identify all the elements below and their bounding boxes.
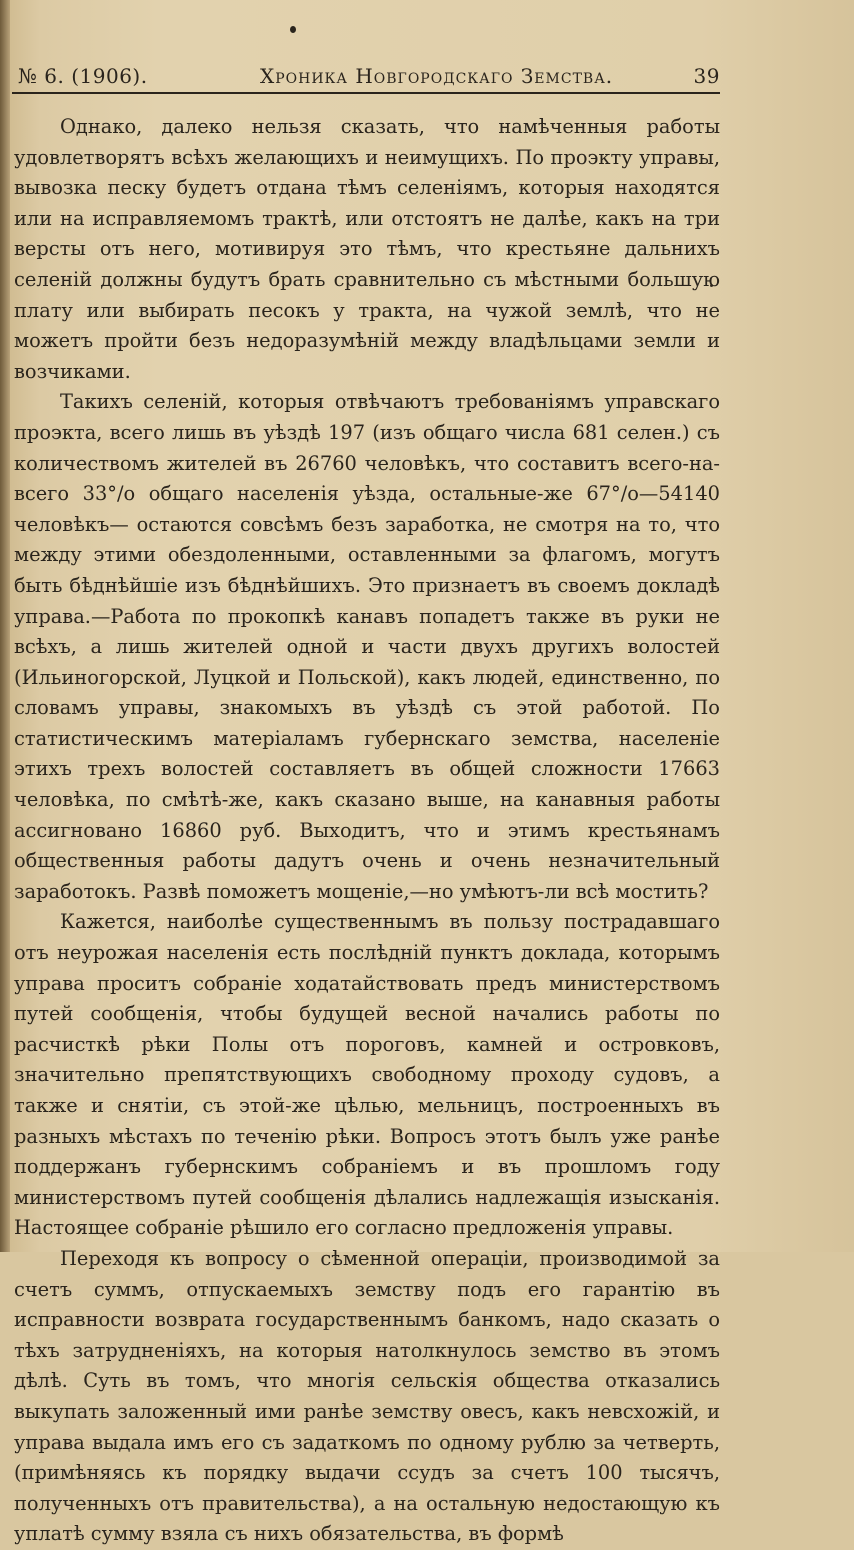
paragraph-3: Кажется, наиболѣе существеннымъ въ пользу пострадавшаго отъ неурожая населенія есть послѣдній пунктъ доклада, которымъ управа проситъ собраніе ходатайствовать предъ министерствомъ путей сообщенія, чтобы будущей весной начались работы по расчисткѣ рѣки Полы отъ пороговъ, камней и островковъ, значительно препятствующихъ свободному проходу судовъ, а также и снятіи, съ этой-же цѣлью, мельницъ, построенныхъ въ разныхъ мѣстахъ по теченію рѣки. Вопросъ этотъ былъ уже ранѣе поддержанъ губернскимъ собраніемъ и въ прошломъ году министерствомъ путей сообщенія дѣлались надлежащія изысканія. Настоящее собраніе рѣшило его согласно предложенія управы.	[14, 910, 720, 1240]
running-header	[14, 62, 720, 92]
paragraph-1: Однако, далеко нельзя сказать, что намѣченныя работы удовлетворятъ всѣхъ желающихъ и неимущихъ. По проэкту управы, вывозка песку будетъ отдана тѣмъ селеніямъ, которыя находятся или на исправляемомъ трактѣ, или отстоятъ не далѣе, какъ на три версты отъ него, мотивируя это тѣмъ, что крестьяне дальнихъ селеній должны будутъ брать сравнительно съ мѣстными большую плату или выбирать песокъ у тракта, на чужой землѣ, что не можетъ пройти безъ недоразумѣній между владѣльцами земли и возчиками.	[14, 115, 720, 383]
page-number: 39	[693, 64, 720, 88]
paragraph-2: Такихъ селеній, которыя отвѣчаютъ требованіямъ управскаго проэкта, всего лишь въ уѣздѣ 197 (изъ общаго числа 681 селен.) съ количествомъ жителей въ 26760 человѣкъ, что составитъ всего-на-всего 33°/o общаго населенія уѣзда, остальные-же 67°/o—54140 человѣкъ— остаются совсѣмъ безъ заработка, не смотря на то, что между этими обездоленными, оставленными за флагомъ, могутъ быть бѣднѣйшіе изъ бѣднѣйшихъ. Это признаетъ въ своемъ докладѣ управа.—Работа по прокопкѣ канавъ попадетъ также въ руки не всѣхъ, а лишь жителей одной и части двухъ другихъ волостей (Ильиногорской, Луцкой и Польской), какъ людей, единственно, по словамъ управы, знакомыхъ въ уѣздѣ съ этой работой. По статистическимъ матеріаламъ губернскаго земства, населеніе этихъ трехъ волостей составляетъ въ общей сложности 17663 человѣка, по смѣтѣ-же, какъ сказано выше, на канавныя работы ассигновано 16860 руб. Выходитъ, что и этимъ крестьянамъ общественныя работы дадутъ очень и очень незначительный заработокъ. Развѣ поможетъ мощеніе,—но умѣютъ-ли всѣ мостить?	[14, 390, 720, 903]
journal-title: Хроника Новгородскаго Земства.	[260, 64, 614, 88]
article-body	[14, 112, 720, 1550]
page-binding-edge	[0, 0, 10, 1252]
ink-spot	[290, 26, 296, 33]
paragraph-4: Переходя къ вопросу о сѣменной операціи, производимой за счетъ суммъ, отпускаемыхъ земству подъ его гарантію въ исправности возврата государственнымъ банкомъ, надо сказать о тѣхъ затрудненіяхъ, на которыя натолкнулось земство въ этомъ дѣлѣ. Суть въ томъ, что многія сельскія общества отказались выкупать заложенный ими ранѣе земству овесъ, какъ невсхожій, и управа выдала имъ его съ задаткомъ по одному рублю за четверть, (примѣняясь къ порядку выдачи ссудъ за счетъ 100 тысячъ, полученныхъ отъ правительства), а на остальную недостающую къ уплатѣ сумму взяла съ нихъ обязательства, въ формѣ	[14, 1246, 720, 1546]
issue-number: № 6. (1906).	[18, 64, 148, 88]
header-rule	[12, 92, 720, 94]
